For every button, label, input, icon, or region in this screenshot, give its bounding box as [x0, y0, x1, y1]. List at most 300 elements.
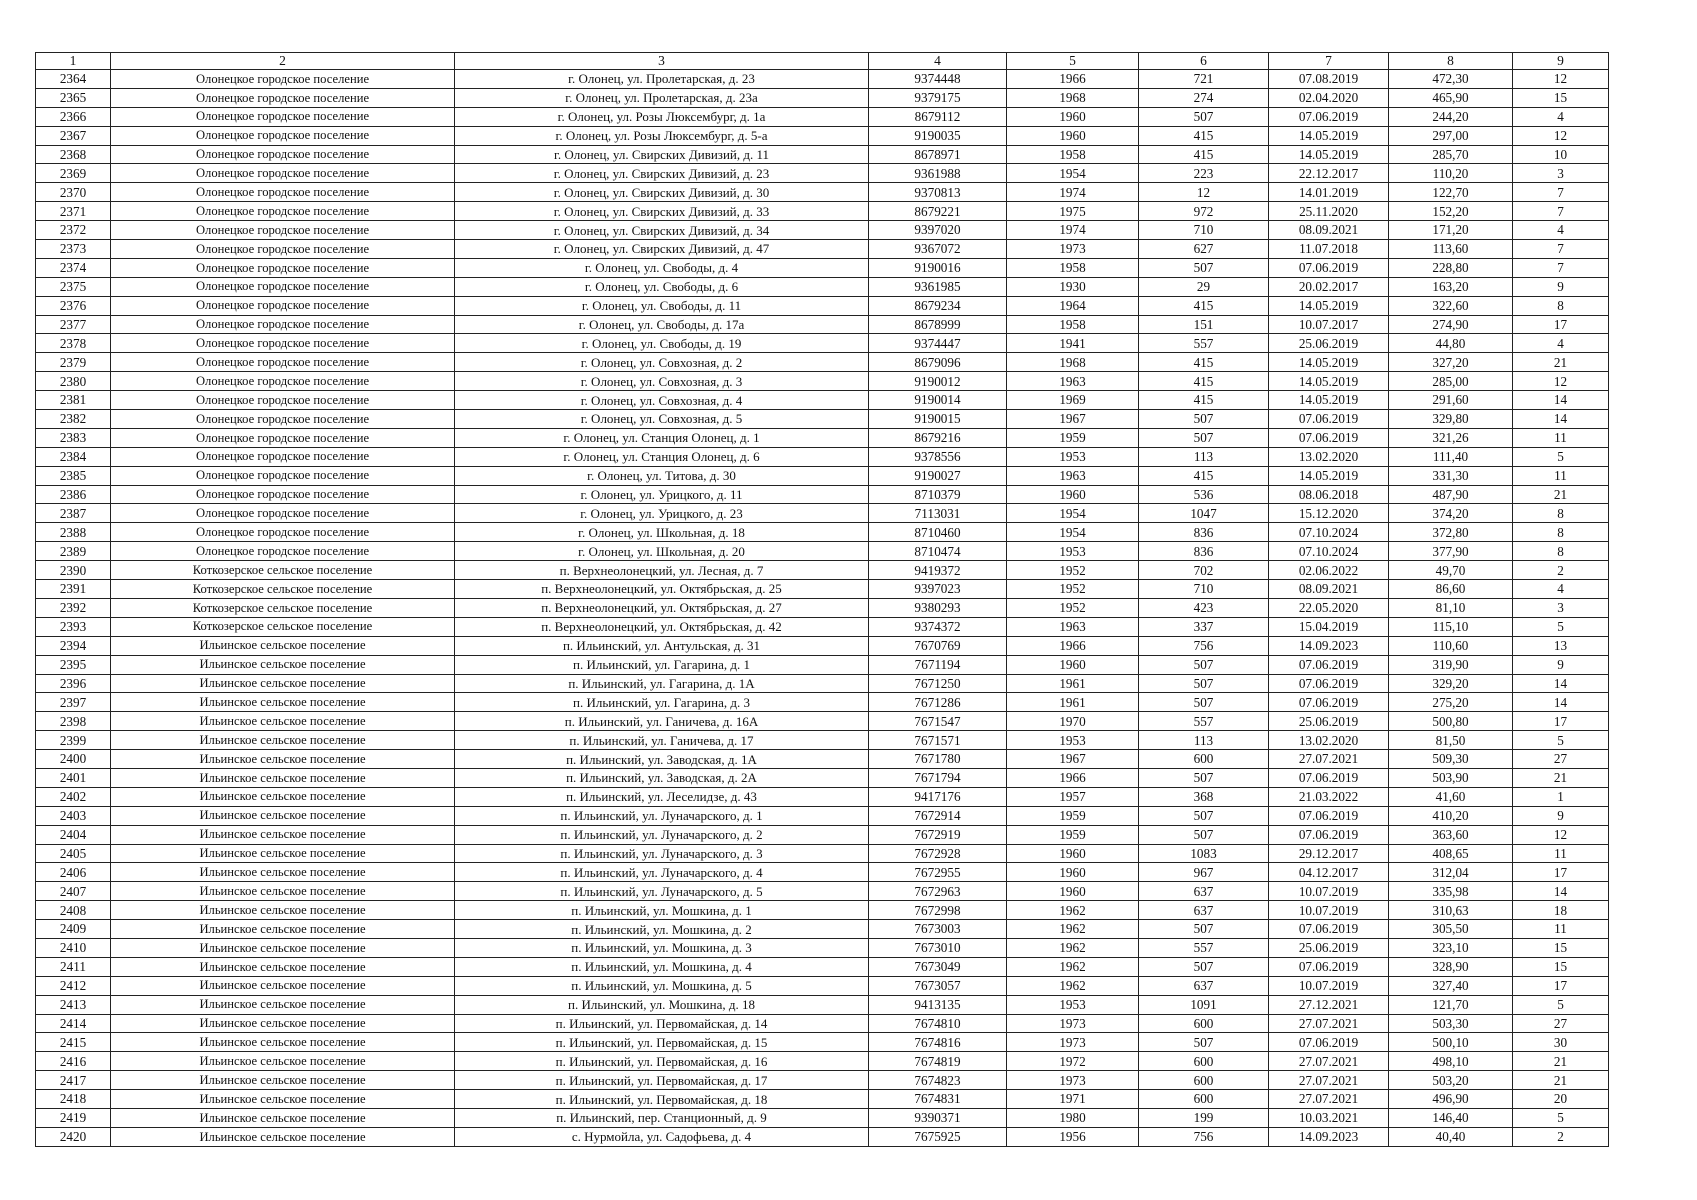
count-cell: 27 [1513, 1014, 1609, 1033]
count-cell: 5 [1513, 995, 1609, 1014]
area-cell: 81,50 [1389, 731, 1513, 750]
settlement-cell: Ильинское сельское поселение [111, 938, 455, 957]
object-id-cell: 8678999 [869, 315, 1007, 334]
document-number-cell: 600 [1139, 1071, 1269, 1090]
date-cell: 14.05.2019 [1269, 391, 1389, 410]
year-cell: 1959 [1007, 428, 1139, 447]
table-row [36, 240, 1609, 259]
area-cell: 146,40 [1389, 1108, 1513, 1127]
address-cell: с. Нурмойла, ул. Садофьева, д. 4 [455, 1127, 869, 1146]
year-cell: 1953 [1007, 995, 1139, 1014]
document-number-cell: 836 [1139, 523, 1269, 542]
count-cell: 5 [1513, 617, 1609, 636]
date-cell: 27.12.2021 [1269, 995, 1389, 1014]
settlement-cell: Ильинское сельское поселение [111, 1108, 455, 1127]
address-cell: г. Олонец, ул. Свободы, д. 6 [455, 277, 869, 296]
object-id-cell: 9190016 [869, 258, 1007, 277]
year-cell: 1973 [1007, 1071, 1139, 1090]
count-cell: 4 [1513, 334, 1609, 353]
address-cell: п. Ильинский, ул. Заводская, д. 1А [455, 750, 869, 769]
document-number-cell: 702 [1139, 561, 1269, 580]
year-cell: 1959 [1007, 825, 1139, 844]
area-cell: 115,10 [1389, 617, 1513, 636]
year-cell: 1960 [1007, 844, 1139, 863]
registry-table [35, 52, 1609, 1147]
table-row [36, 561, 1609, 580]
document-number-cell: 600 [1139, 750, 1269, 769]
row-number-cell: 2398 [36, 712, 111, 731]
table-row [36, 1014, 1609, 1033]
year-cell: 1967 [1007, 410, 1139, 429]
document-number-cell: 507 [1139, 920, 1269, 939]
area-cell: 503,90 [1389, 768, 1513, 787]
settlement-cell: Ильинское сельское поселение [111, 655, 455, 674]
settlement-cell: Ильинское сельское поселение [111, 1090, 455, 1109]
table-row [36, 787, 1609, 806]
row-number-cell: 2378 [36, 334, 111, 353]
document-number-cell: 507 [1139, 674, 1269, 693]
table-row [36, 466, 1609, 485]
date-cell: 07.06.2019 [1269, 428, 1389, 447]
table-body [36, 53, 1609, 1147]
document-number-cell: 507 [1139, 693, 1269, 712]
address-cell: г. Олонец, ул. Совхозная, д. 5 [455, 410, 869, 429]
count-cell: 11 [1513, 844, 1609, 863]
year-cell: 1966 [1007, 768, 1139, 787]
count-cell: 12 [1513, 825, 1609, 844]
document-number-cell: 836 [1139, 542, 1269, 561]
address-cell: п. Ильинский, ул. Первомайская, д. 18 [455, 1090, 869, 1109]
settlement-cell: Олонецкое городское поселение [111, 485, 455, 504]
count-cell: 5 [1513, 731, 1609, 750]
address-cell: г. Олонец, ул. Свирских Дивизий, д. 30 [455, 183, 869, 202]
count-cell: 9 [1513, 277, 1609, 296]
object-id-cell: 8679221 [869, 202, 1007, 221]
document-number-cell: 1047 [1139, 504, 1269, 523]
settlement-cell: Коткозерское сельское поселение [111, 561, 455, 580]
object-id-cell: 7672963 [869, 882, 1007, 901]
date-cell: 07.08.2019 [1269, 70, 1389, 89]
count-cell: 7 [1513, 258, 1609, 277]
object-id-cell: 7674823 [869, 1071, 1007, 1090]
address-cell: п. Верхнеолонецкий, ул. Лесная, д. 7 [455, 561, 869, 580]
date-cell: 21.03.2022 [1269, 787, 1389, 806]
document-number-cell: 151 [1139, 315, 1269, 334]
date-cell: 02.06.2022 [1269, 561, 1389, 580]
count-cell: 1 [1513, 787, 1609, 806]
settlement-cell: Олонецкое городское поселение [111, 372, 455, 391]
row-number-cell: 2409 [36, 920, 111, 939]
settlement-cell: Ильинское сельское поселение [111, 976, 455, 995]
table-row [36, 523, 1609, 542]
count-cell: 12 [1513, 126, 1609, 145]
year-cell: 1961 [1007, 693, 1139, 712]
year-cell: 1930 [1007, 277, 1139, 296]
address-cell: г. Олонец, ул. Пролетарская, д. 23 [455, 70, 869, 89]
document-number-cell: 637 [1139, 882, 1269, 901]
document-number-cell: 557 [1139, 712, 1269, 731]
date-cell: 08.09.2021 [1269, 580, 1389, 599]
date-cell: 25.06.2019 [1269, 938, 1389, 957]
object-id-cell: 7674819 [869, 1052, 1007, 1071]
settlement-cell: Олонецкое городское поселение [111, 107, 455, 126]
object-id-cell: 9367072 [869, 240, 1007, 259]
table-row [36, 258, 1609, 277]
count-cell: 9 [1513, 806, 1609, 825]
date-cell: 22.12.2017 [1269, 164, 1389, 183]
year-cell: 1959 [1007, 806, 1139, 825]
date-cell: 14.05.2019 [1269, 353, 1389, 372]
year-cell: 1973 [1007, 1014, 1139, 1033]
year-cell: 1958 [1007, 315, 1139, 334]
document-number-cell: 415 [1139, 126, 1269, 145]
row-number-cell: 2383 [36, 428, 111, 447]
object-id-cell: 7670769 [869, 636, 1007, 655]
date-cell: 14.09.2023 [1269, 1127, 1389, 1146]
settlement-cell: Ильинское сельское поселение [111, 712, 455, 731]
address-cell: г. Олонец, ул. Свободы, д. 17а [455, 315, 869, 334]
object-id-cell: 9397020 [869, 221, 1007, 240]
settlement-cell: Ильинское сельское поселение [111, 1127, 455, 1146]
count-cell: 14 [1513, 674, 1609, 693]
address-cell: п. Ильинский, ул. Первомайская, д. 16 [455, 1052, 869, 1071]
object-id-cell: 9413135 [869, 995, 1007, 1014]
table-row [36, 542, 1609, 561]
area-cell: 113,60 [1389, 240, 1513, 259]
object-id-cell: 9374372 [869, 617, 1007, 636]
document-number-cell: 600 [1139, 1052, 1269, 1071]
area-cell: 310,63 [1389, 901, 1513, 920]
area-cell: 328,90 [1389, 957, 1513, 976]
object-id-cell: 9380293 [869, 598, 1007, 617]
settlement-cell: Коткозерское сельское поселение [111, 580, 455, 599]
document-number-cell: 507 [1139, 768, 1269, 787]
area-cell: 500,80 [1389, 712, 1513, 731]
document-number-cell: 536 [1139, 485, 1269, 504]
document-number-cell: 368 [1139, 787, 1269, 806]
document-number-cell: 415 [1139, 391, 1269, 410]
count-cell: 4 [1513, 580, 1609, 599]
date-cell: 14.05.2019 [1269, 296, 1389, 315]
count-cell: 8 [1513, 542, 1609, 561]
count-cell: 13 [1513, 636, 1609, 655]
count-cell: 17 [1513, 712, 1609, 731]
address-cell: г. Олонец, ул. Свирских Дивизий, д. 23 [455, 164, 869, 183]
count-cell: 8 [1513, 504, 1609, 523]
settlement-cell: Олонецкое городское поселение [111, 315, 455, 334]
area-cell: 291,60 [1389, 391, 1513, 410]
object-id-cell: 8679112 [869, 107, 1007, 126]
document-number-cell: 507 [1139, 258, 1269, 277]
year-cell: 1960 [1007, 863, 1139, 882]
object-id-cell: 7673049 [869, 957, 1007, 976]
count-cell: 5 [1513, 447, 1609, 466]
area-cell: 465,90 [1389, 88, 1513, 107]
table-row [36, 731, 1609, 750]
address-cell: г. Олонец, ул. Свирских Дивизий, д. 33 [455, 202, 869, 221]
date-cell: 14.09.2023 [1269, 636, 1389, 655]
table-row [36, 712, 1609, 731]
object-id-cell: 9361985 [869, 277, 1007, 296]
column-header-2: 2 [111, 53, 455, 70]
row-number-cell: 2380 [36, 372, 111, 391]
count-cell: 12 [1513, 372, 1609, 391]
area-cell: 285,70 [1389, 145, 1513, 164]
document-number-cell: 415 [1139, 145, 1269, 164]
date-cell: 07.06.2019 [1269, 825, 1389, 844]
document-number-cell: 756 [1139, 1127, 1269, 1146]
address-cell: п. Верхнеолонецкий, ул. Октябрьская, д. 27 [455, 598, 869, 617]
table-row [36, 580, 1609, 599]
count-cell: 3 [1513, 164, 1609, 183]
date-cell: 07.06.2019 [1269, 957, 1389, 976]
year-cell: 1975 [1007, 202, 1139, 221]
address-cell: п. Ильинский, ул. Луначарского, д. 2 [455, 825, 869, 844]
count-cell: 11 [1513, 920, 1609, 939]
year-cell: 1956 [1007, 1127, 1139, 1146]
document-number-cell: 710 [1139, 221, 1269, 240]
year-cell: 1962 [1007, 957, 1139, 976]
object-id-cell: 9190014 [869, 391, 1007, 410]
count-cell: 3 [1513, 598, 1609, 617]
count-cell: 17 [1513, 863, 1609, 882]
count-cell: 7 [1513, 240, 1609, 259]
address-cell: г. Олонец, ул. Школьная, д. 20 [455, 542, 869, 561]
table-row [36, 334, 1609, 353]
address-cell: г. Олонец, ул. Свободы, д. 4 [455, 258, 869, 277]
document-number-cell: 223 [1139, 164, 1269, 183]
count-cell: 15 [1513, 88, 1609, 107]
row-number-cell: 2374 [36, 258, 111, 277]
row-number-cell: 2404 [36, 825, 111, 844]
address-cell: п. Ильинский, ул. Гагарина, д. 1 [455, 655, 869, 674]
settlement-cell: Ильинское сельское поселение [111, 920, 455, 939]
address-cell: п. Ильинский, ул. Первомайская, д. 14 [455, 1014, 869, 1033]
date-cell: 22.05.2020 [1269, 598, 1389, 617]
count-cell: 21 [1513, 485, 1609, 504]
document-number-cell: 967 [1139, 863, 1269, 882]
row-number-cell: 2419 [36, 1108, 111, 1127]
table-row [36, 995, 1609, 1014]
row-number-cell: 2396 [36, 674, 111, 693]
object-id-cell: 7672919 [869, 825, 1007, 844]
date-cell: 07.06.2019 [1269, 693, 1389, 712]
table-header-row [36, 53, 1609, 70]
area-cell: 331,30 [1389, 466, 1513, 485]
document-number-cell: 507 [1139, 428, 1269, 447]
settlement-cell: Олонецкое городское поселение [111, 542, 455, 561]
date-cell: 27.07.2021 [1269, 1090, 1389, 1109]
document-number-cell: 507 [1139, 957, 1269, 976]
object-id-cell: 9397023 [869, 580, 1007, 599]
document-number-cell: 415 [1139, 372, 1269, 391]
count-cell: 20 [1513, 1090, 1609, 1109]
row-number-cell: 2377 [36, 315, 111, 334]
count-cell: 15 [1513, 938, 1609, 957]
date-cell: 27.07.2021 [1269, 750, 1389, 769]
count-cell: 4 [1513, 221, 1609, 240]
area-cell: 329,80 [1389, 410, 1513, 429]
row-number-cell: 2401 [36, 768, 111, 787]
count-cell: 21 [1513, 1071, 1609, 1090]
row-number-cell: 2371 [36, 202, 111, 221]
address-cell: п. Ильинский, ул. Луначарского, д. 4 [455, 863, 869, 882]
document-number-cell: 1091 [1139, 995, 1269, 1014]
date-cell: 14.05.2019 [1269, 372, 1389, 391]
year-cell: 1962 [1007, 920, 1139, 939]
row-number-cell: 2405 [36, 844, 111, 863]
date-cell: 07.06.2019 [1269, 920, 1389, 939]
address-cell: г. Олонец, ул. Свободы, д. 19 [455, 334, 869, 353]
row-number-cell: 2418 [36, 1090, 111, 1109]
settlement-cell: Олонецкое городское поселение [111, 296, 455, 315]
table-row [36, 1108, 1609, 1127]
row-number-cell: 2366 [36, 107, 111, 126]
date-cell: 08.09.2021 [1269, 221, 1389, 240]
year-cell: 1954 [1007, 504, 1139, 523]
table-row [36, 164, 1609, 183]
table-row [36, 938, 1609, 957]
count-cell: 17 [1513, 315, 1609, 334]
year-cell: 1953 [1007, 731, 1139, 750]
date-cell: 07.06.2019 [1269, 258, 1389, 277]
address-cell: п. Ильинский, ул. Антульская, д. 31 [455, 636, 869, 655]
count-cell: 14 [1513, 693, 1609, 712]
object-id-cell: 9379175 [869, 88, 1007, 107]
settlement-cell: Олонецкое городское поселение [111, 126, 455, 145]
count-cell: 14 [1513, 882, 1609, 901]
table-row [36, 145, 1609, 164]
area-cell: 285,00 [1389, 372, 1513, 391]
area-cell: 86,60 [1389, 580, 1513, 599]
date-cell: 13.02.2020 [1269, 447, 1389, 466]
year-cell: 1960 [1007, 126, 1139, 145]
document-number-cell: 507 [1139, 410, 1269, 429]
address-cell: г. Олонец, ул. Свирских Дивизий, д. 47 [455, 240, 869, 259]
object-id-cell: 9190012 [869, 372, 1007, 391]
object-id-cell: 7674816 [869, 1033, 1007, 1052]
object-id-cell: 7672914 [869, 806, 1007, 825]
object-id-cell: 7673010 [869, 938, 1007, 957]
year-cell: 1969 [1007, 391, 1139, 410]
area-cell: 487,90 [1389, 485, 1513, 504]
object-id-cell: 9378556 [869, 447, 1007, 466]
row-number-cell: 2407 [36, 882, 111, 901]
area-cell: 363,60 [1389, 825, 1513, 844]
year-cell: 1960 [1007, 485, 1139, 504]
address-cell: г. Олонец, ул. Урицкого, д. 23 [455, 504, 869, 523]
row-number-cell: 2408 [36, 901, 111, 920]
year-cell: 1973 [1007, 240, 1139, 259]
row-number-cell: 2379 [36, 353, 111, 372]
row-number-cell: 2384 [36, 447, 111, 466]
settlement-cell: Ильинское сельское поселение [111, 882, 455, 901]
row-number-cell: 2393 [36, 617, 111, 636]
address-cell: п. Ильинский, пер. Станционный, д. 9 [455, 1108, 869, 1127]
row-number-cell: 2388 [36, 523, 111, 542]
count-cell: 21 [1513, 768, 1609, 787]
count-cell: 27 [1513, 750, 1609, 769]
address-cell: п. Ильинский, ул. Ганичева, д. 17 [455, 731, 869, 750]
column-header-6: 6 [1139, 53, 1269, 70]
address-cell: г. Олонец, ул. Школьная, д. 18 [455, 523, 869, 542]
year-cell: 1952 [1007, 561, 1139, 580]
address-cell: п. Ильинский, ул. Мошкина, д. 5 [455, 976, 869, 995]
object-id-cell: 7674831 [869, 1090, 1007, 1109]
settlement-cell: Олонецкое городское поселение [111, 391, 455, 410]
table-row [36, 391, 1609, 410]
table-row [36, 88, 1609, 107]
count-cell: 2 [1513, 561, 1609, 580]
year-cell: 1968 [1007, 353, 1139, 372]
table-row [36, 1090, 1609, 1109]
document-number-cell: 627 [1139, 240, 1269, 259]
document-number-cell: 637 [1139, 901, 1269, 920]
count-cell: 8 [1513, 296, 1609, 315]
table-row [36, 825, 1609, 844]
row-number-cell: 2402 [36, 787, 111, 806]
document-number-cell: 972 [1139, 202, 1269, 221]
area-cell: 327,40 [1389, 976, 1513, 995]
address-cell: г. Олонец, ул. Свирских Дивизий, д. 34 [455, 221, 869, 240]
date-cell: 04.12.2017 [1269, 863, 1389, 882]
year-cell: 1954 [1007, 164, 1139, 183]
settlement-cell: Ильинское сельское поселение [111, 995, 455, 1014]
table-row [36, 957, 1609, 976]
area-cell: 121,70 [1389, 995, 1513, 1014]
count-cell: 2 [1513, 1127, 1609, 1146]
document-number-cell: 12 [1139, 183, 1269, 202]
address-cell: п. Ильинский, ул. Мошкина, д. 1 [455, 901, 869, 920]
row-number-cell: 2369 [36, 164, 111, 183]
object-id-cell: 8679096 [869, 353, 1007, 372]
address-cell: п. Верхнеолонецкий, ул. Октябрьская, д. 42 [455, 617, 869, 636]
table-row [36, 750, 1609, 769]
settlement-cell: Олонецкое городское поселение [111, 70, 455, 89]
settlement-cell: Олонецкое городское поселение [111, 277, 455, 296]
count-cell: 10 [1513, 145, 1609, 164]
row-number-cell: 2375 [36, 277, 111, 296]
settlement-cell: Олонецкое городское поселение [111, 258, 455, 277]
area-cell: 319,90 [1389, 655, 1513, 674]
area-cell: 408,65 [1389, 844, 1513, 863]
settlement-cell: Коткозерское сельское поселение [111, 617, 455, 636]
row-number-cell: 2416 [36, 1052, 111, 1071]
row-number-cell: 2368 [36, 145, 111, 164]
table-row [36, 447, 1609, 466]
area-cell: 500,10 [1389, 1033, 1513, 1052]
date-cell: 29.12.2017 [1269, 844, 1389, 863]
object-id-cell: 9190035 [869, 126, 1007, 145]
table-row [36, 70, 1609, 89]
year-cell: 1962 [1007, 901, 1139, 920]
area-cell: 323,10 [1389, 938, 1513, 957]
row-number-cell: 2403 [36, 806, 111, 825]
area-cell: 41,60 [1389, 787, 1513, 806]
address-cell: п. Ильинский, ул. Гагарина, д. 3 [455, 693, 869, 712]
object-id-cell: 7113031 [869, 504, 1007, 523]
address-cell: п. Ильинский, ул. Луначарского, д. 1 [455, 806, 869, 825]
date-cell: 10.07.2019 [1269, 901, 1389, 920]
address-cell: г. Олонец, ул. Станция Олонец, д. 6 [455, 447, 869, 466]
row-number-cell: 2365 [36, 88, 111, 107]
settlement-cell: Олонецкое городское поселение [111, 523, 455, 542]
column-header-1: 1 [36, 53, 111, 70]
year-cell: 1941 [1007, 334, 1139, 353]
row-number-cell: 2412 [36, 976, 111, 995]
table-row [36, 183, 1609, 202]
table-row [36, 1033, 1609, 1052]
